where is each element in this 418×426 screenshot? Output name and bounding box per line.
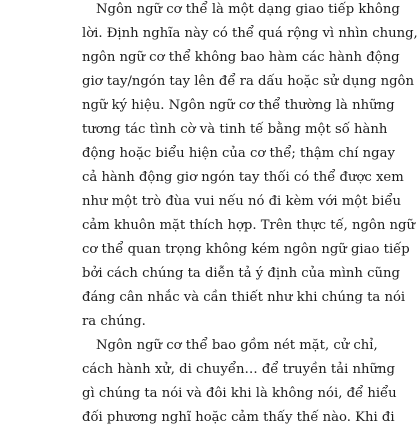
text-line: gì chúng ta nói và đôi khi là không nói, để hiểu [82,386,397,401]
text-line: Ngôn ngữ cơ thể bao gồm nét mặt, cử chỉ, [96,338,378,353]
text-line: ngôn ngữ cơ thể không bao hàm các hành động [82,50,400,65]
text-line: bởi cách chúng ta diễn tả ý định của mình cũng [82,266,400,281]
text-line: động hoặc biểu hiện của cơ thể; thậm chí ngay [82,146,395,161]
text-line: cả hành động giơ ngón tay thối có thể được xem [82,170,404,185]
text-line: lời. Định nghĩa này có thể quá rộng vì nhìn chung, [82,26,418,41]
text-line: như một trò đùa vui nếu nó đi kèm với một biểu [82,194,401,209]
text-line: tương tác tình cờ và tinh tế bằng một số hành [82,122,388,137]
text-line: cơ thể quan trọng không kém ngôn ngữ giao tiếp [82,242,410,257]
text-line: Ngôn ngữ cơ thể là một dạng giao tiếp không [96,2,400,17]
text-line: cách hành xử, di chuyển… để truyền tải những [82,362,395,377]
text-line: ra chúng. [82,314,146,329]
text-line: đáng cân nhắc và cần thiết như khi chúng ta nói [82,290,406,305]
text-line: ngữ ký hiệu. Ngôn ngữ cơ thể thường là những [82,98,395,113]
text-line: cảm khuôn mặt thích hợp. Trên thực tế, ngôn ngữ [82,218,415,233]
text-line: đối phương nghĩ hoặc cảm thấy thế nào. Khi đi [82,410,395,425]
text-line: giơ tay/ngón tay lên để ra dấu hoặc sử dụng ngôn [82,74,414,89]
